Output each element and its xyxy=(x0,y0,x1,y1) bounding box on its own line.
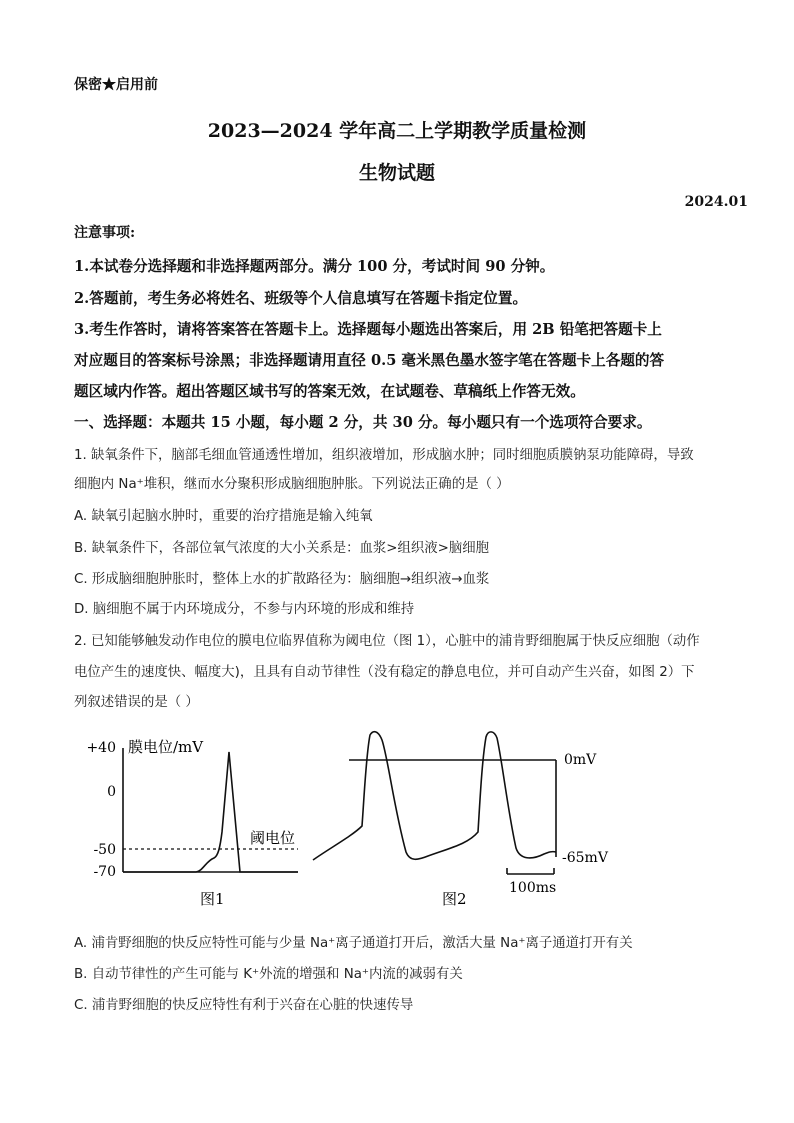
note-line-1: 1.本试卷分选择题和非选择题两部分。满分 100 分，考试时间 90 分钟。 xyxy=(74,258,555,275)
fig2-rest-label: -65mV xyxy=(562,850,608,866)
note-line-5: 题区域内作答。超出答题区域书写的答案无效，在试题卷、草稿纸上作答无效。 xyxy=(74,383,585,400)
figures xyxy=(0,715,794,915)
fig1-action-potential-curve xyxy=(123,752,298,872)
q2-stem-line-3: 列叙述错误的是（ ） xyxy=(74,695,199,710)
q2-option-a: A. 浦肯野细胞的快反应特性可能与少量 Na⁺离子通道打开后，激活大量 Na⁺离子通道打开有关 xyxy=(74,936,633,951)
fig2-scale-label: 100ms xyxy=(509,880,557,896)
notes-label: 注意事项: xyxy=(74,225,136,241)
section-heading: 一、选择题：本题共 15 小题，每小题 2 分，共 30 分。每小题只有一个选项符合要求。 xyxy=(74,414,652,431)
q2-option-c: C. 浦肯野细胞的快反应特性有利于兴奋在心脏的快速传导 xyxy=(74,998,414,1013)
note-line-4: 对应题目的答案标号涂黑；非选择题请用直径 0.5 毫米黑色墨水签字笔在答题卡上各题的答 xyxy=(74,352,665,369)
q2-option-b: B. 自动节律性的产生可能与 K⁺外流的增强和 Na⁺内流的减弱有关 xyxy=(74,967,463,982)
q2-stem-line-2: 电位产生的速度快、幅度大)，且具有自动节律性（没有稳定的静息电位，并可自动产生兴奋，如图 2）下 xyxy=(74,665,695,680)
q1-option-c: C. 形成脑细胞肿胀时，整体上水的扩散路径为：脑细胞→组织液→血浆 xyxy=(74,572,490,587)
figure-1 xyxy=(86,738,298,908)
confidential-mark: 保密★启用前 xyxy=(74,77,158,93)
fig1-y-axis-label: 膜电位/mV xyxy=(128,738,204,756)
fig2-zero-label: 0mV xyxy=(564,752,597,768)
q1-option-b: B. 缺氧条件下，各部位氧气浓度的大小关系是：血浆>组织液>脑细胞 xyxy=(74,541,490,556)
q1-stem-line-2: 细胞内 Na⁺堆积，继而水分聚积形成脑细胞肿胀。下列说法正确的是（ ） xyxy=(74,477,510,492)
exam-date: 2024.01 xyxy=(684,194,748,210)
q1-option-a: A. 缺氧引起脑水肿时，重要的治疗措施是输入纯氧 xyxy=(74,509,373,524)
figure-2 xyxy=(313,732,609,908)
fig1-threshold-label: 阈电位 xyxy=(250,829,296,847)
subject-title: 生物试题 xyxy=(358,162,435,184)
q1-option-d: D. 脑细胞不属于内环境成分，不参与内环境的形成和维持 xyxy=(74,602,415,617)
q2-stem-line-1: 2. 已知能够触发动作电位的膜电位临界值称为阈电位（图 1），心脏中的浦肯野细胞属于快反应细胞（动作 xyxy=(74,634,700,649)
fig1-tick-plus40: +40 xyxy=(86,740,116,756)
fig2-caption: 图2 xyxy=(442,890,467,908)
exam-title: 2023—2024 学年高二上学期教学质量检测 xyxy=(207,120,587,142)
note-line-3: 3.考生作答时，请将答案答在答题卡上。选择题每小题选出答案后，用 2B 铅笔把答题卡上 xyxy=(74,321,662,338)
fig2-pacemaker-curve xyxy=(313,732,556,860)
note-line-2: 2.答题前，考生务必将姓名、班级等个人信息填写在答题卡指定位置。 xyxy=(74,290,528,307)
q1-stem-line-1: 1. 缺氧条件下，脑部毛细血管通透性增加，组织液增加，形成脑水肿；同时细胞质膜钠泵功能障碍，导致 xyxy=(74,448,694,463)
fig1-caption: 图1 xyxy=(200,890,225,908)
fig1-tick-minus50: -50 xyxy=(93,842,116,858)
fig1-tick-minus70: -70 xyxy=(93,864,116,880)
fig1-tick-0: 0 xyxy=(107,784,116,800)
